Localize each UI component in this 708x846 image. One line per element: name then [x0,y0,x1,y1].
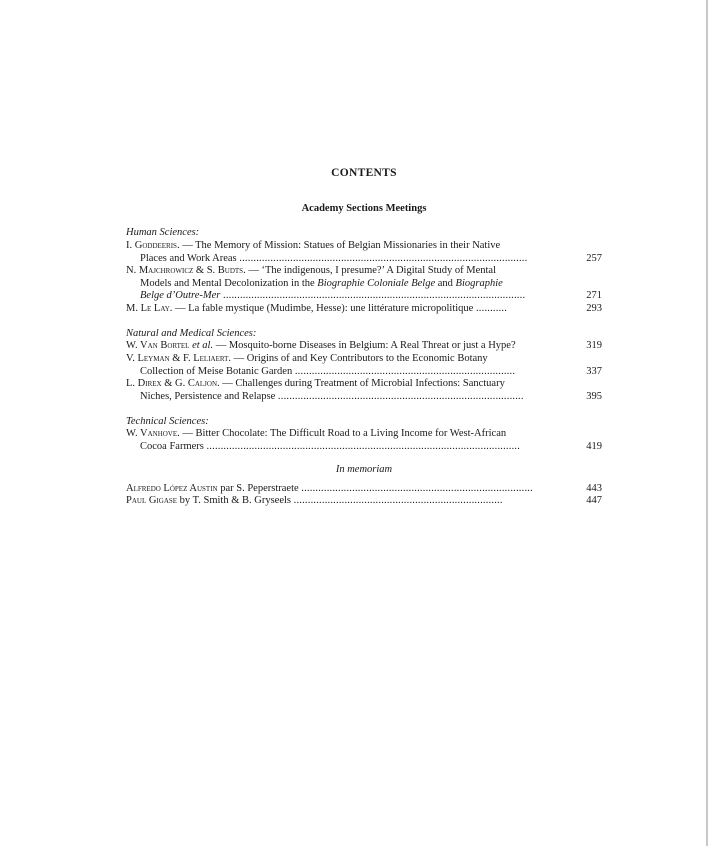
entry-title: by T. Smith & B. Gryseels [177,495,291,506]
page-title: CONTENTS [331,167,397,179]
toc-entry-vanhove[interactable] [126,428,602,453]
entry-author: W. Vanhove [126,428,178,439]
entry-title-italic: Belge d’Outre-Mer [140,290,221,302]
entry-author: V. Leyman [126,353,170,364]
entry-title-continued: Cocoa Farmers [140,440,204,452]
entry-author: W. Van Bortel [126,340,190,351]
entry-title: . — ‘The indigenous, I presume?’ A Digital Study of Mental [243,265,497,276]
entry-title-italic: Biographie [455,277,503,289]
entry-coauthor: S. Budts [206,265,244,276]
group-heading-natural-medical-sciences: Natural and Medical Sciences: [126,328,257,339]
leader-dots: ....................................................................................... [277,390,524,402]
entry-page-number: 293 [586,303,602,314]
entry-line [126,483,602,496]
entry-author: Alfredo López Austin [126,483,218,494]
entry-author: Paul Gigase [126,495,178,506]
entry-line [126,253,602,266]
entry-line [126,265,602,278]
entry-title: — Mosquito-borne Diseases in Belgium: A Real Threat or just a Hype? [213,340,516,351]
entry-author: M. Le Lay [126,303,170,314]
toc-entry-le-lay[interactable] [126,303,602,316]
entry-line [126,366,602,379]
group-heading-technical-sciences: Technical Sciences: [126,416,209,427]
entry-title: . — The Memory of Mission: Statues of Belgian Missionaries in their Native [176,240,501,251]
entry-author-separator: & [169,353,183,364]
toc-entry-leyman[interactable] [126,353,602,378]
entry-coauthor: G. Caljon [175,378,218,389]
toc-entry-goddeeris[interactable] [126,240,602,265]
entry-author-etal: et al. [189,340,214,351]
entry-line [126,290,602,303]
entry-line [126,303,602,316]
entry-title: par S. Peperstraete [217,483,299,494]
section-heading: Academy Sections Meetings [301,203,427,214]
entry-title: . — Bitter Chocolate: The Difficult Road to a Living Income for West-African [177,428,507,439]
leader-dots: ...................................................................................................... [239,252,528,264]
entry-author-separator: & [161,378,175,389]
entry-page-number: 319 [586,340,602,351]
entry-line [126,378,602,391]
entry-page-number: 419 [586,440,602,452]
leader-dots: ........... [475,303,508,314]
entry-page-number: 443 [586,483,602,494]
entry-page-number: 447 [586,495,602,506]
entry-line [126,340,602,353]
entry-line [126,441,602,454]
entry-title-continued: Niches, Persistence and Relapse [140,390,276,402]
entry-page-number: 337 [586,365,602,377]
toc-entry-majchrowicz[interactable] [126,265,602,303]
toc-entry-van-bortel[interactable] [126,340,602,353]
entry-title-continued: Models and Mental Decolonization in the [140,277,318,289]
memoriam-heading: In memoriam [335,464,393,475]
entry-title: . — Challenges during Treatment of Microbial Infections: Sanctuary [217,378,505,389]
entry-title-continued: and [435,277,456,289]
group-heading-human-sciences: Human Sciences: [126,227,200,238]
entry-title-continued: Places and Work Areas [140,252,237,264]
entry-page-number: 395 [586,390,602,402]
entry-title-continued: Collection of Meise Botanic Garden [140,365,293,377]
entry-line [126,240,602,253]
toc-entry-lopez-austin[interactable] [126,483,602,496]
leader-dots: .................................................................................. [301,483,533,494]
leader-dots: ............................................................................................................... [206,440,521,452]
entry-author-separator: & [193,265,207,276]
leader-dots: .......................................................................... [293,495,503,506]
entry-page-number: 271 [586,290,602,302]
entry-author: L. Direx [126,378,162,389]
entry-page-number: 257 [586,252,602,264]
entry-author: I. Goddeeris [126,240,177,251]
toc-entry-direx[interactable] [126,378,602,403]
leader-dots: .............................................................................. [294,365,516,377]
entry-title: . — La fable mystique (Mudimbe, Hesse): une littérature micropolitique [169,303,474,314]
entry-coauthor: F. Leliaert [182,353,229,364]
entry-line [126,353,602,366]
toc-entry-gigase[interactable] [126,495,602,508]
leader-dots: ........................................................................................................... [223,290,526,302]
entry-line [126,428,602,441]
entry-line [126,391,602,404]
entry-line [126,278,602,291]
entry-author: N. Majchrowicz [126,265,194,276]
entry-line [126,495,602,508]
entry-title-italic: Biographie Coloniale Belge [317,277,436,289]
entry-title: . — Origins of and Key Contributors to the Economic Botany [228,353,488,364]
